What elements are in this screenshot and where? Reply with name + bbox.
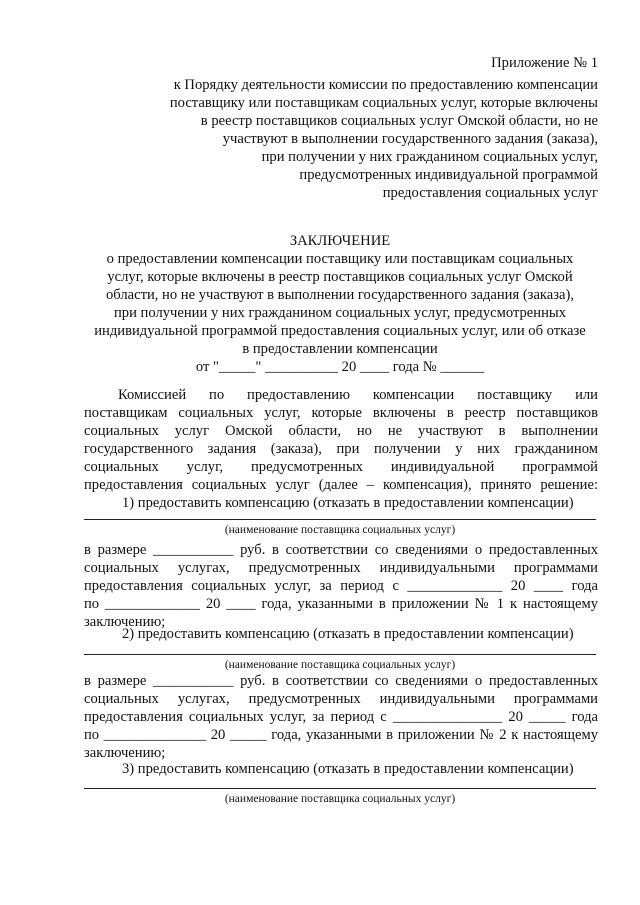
section-line: заключению; bbox=[84, 614, 166, 630]
section-line: социальных услугах, предусмотренных индивидуальными программами bbox=[84, 560, 598, 576]
provider-name-field bbox=[84, 654, 596, 655]
appendix-line: предусмотренных индивидуальной программой bbox=[299, 167, 598, 183]
title-line: области, но не участвуют в выполнении государственного задания (заказа), bbox=[105, 287, 575, 303]
intro-line: поставщикам социальных услуг, которые включены в реестр поставщиков bbox=[84, 405, 598, 421]
date-number-line: от "_____" __________ 20 ____ года № ______ bbox=[195, 359, 485, 375]
appendix-line: предоставления социальных услуг bbox=[382, 185, 598, 201]
section-line: по _____________ 20 ____ года, указанными в приложении № 1 к настоящему bbox=[84, 596, 598, 612]
appendix-line: поставщику или поставщикам социальных услуг, которые включены bbox=[169, 95, 598, 111]
intro-line: социальных услуг Омской области, но не участвуют в выполнении bbox=[84, 423, 598, 439]
field-caption: (наименование поставщика социальных услуг) bbox=[224, 524, 456, 536]
title-line: при получении у них гражданином социальных услуг, предусмотренных bbox=[113, 305, 566, 321]
section-line: в размере ___________ руб. в соответствии со сведениями о предоставленных bbox=[84, 673, 598, 689]
title-line: в предоставлении компенсации bbox=[242, 341, 438, 357]
section-heading: 3) предоставить компенсацию (отказать в предоставлении компенсации) bbox=[122, 761, 574, 777]
appendix-line: в реестр поставщиков социальных услуг Омской области, но не bbox=[200, 113, 598, 129]
appendix-line: при получении у них гражданином социальных услуг, bbox=[261, 149, 598, 165]
intro-line: государственного задания (заказа), при получении у них гражданином bbox=[84, 441, 598, 457]
section-heading: 1) предоставить компенсацию (отказать в предоставлении компенсации) bbox=[122, 495, 574, 511]
section-line: в размере ___________ руб. в соответствии со сведениями о предоставленных bbox=[84, 542, 598, 558]
title-line: о предоставлении компенсации поставщику или поставщикам социальных bbox=[106, 251, 574, 267]
field-caption: (наименование поставщика социальных услуг) bbox=[224, 793, 456, 805]
intro-line: предоставления социальных услуг (далее – компенсация), принято решение: bbox=[84, 477, 598, 493]
provider-name-field bbox=[84, 519, 596, 520]
document-heading: ЗАКЛЮЧЕНИЕ bbox=[289, 233, 391, 249]
title-line: услуг, которые включены в реестр поставщиков социальных услуг Омской bbox=[107, 269, 573, 285]
section-line: социальных услугах, предусмотренных индивидуальными программами bbox=[84, 691, 598, 707]
provider-name-field bbox=[84, 788, 596, 789]
field-caption: (наименование поставщика социальных услуг) bbox=[224, 659, 456, 671]
intro-line: Комиссией по предоставлению компенсации поставщику или bbox=[118, 387, 598, 403]
section-line: предоставления социальных услуг, за период с _______________ 20 _____ года bbox=[84, 709, 598, 725]
section-line: заключению; bbox=[84, 745, 166, 761]
appendix-number: Приложение № 1 bbox=[491, 55, 598, 71]
intro-line: социальных услуг, предусмотренных индивидуальной программой bbox=[84, 459, 598, 475]
section-heading: 2) предоставить компенсацию (отказать в предоставлении компенсации) bbox=[122, 626, 574, 642]
section-line: по ______________ 20 _____ года, указанными в приложении № 2 к настоящему bbox=[84, 727, 598, 743]
appendix-line: участвуют в выполнении государственного задания (заказа), bbox=[222, 131, 598, 147]
appendix-line: к Порядку деятельности комиссии по предоставлению компенсации bbox=[173, 77, 598, 93]
section-line: предоставления социальных услуг, за период с _____________ 20 ____ года bbox=[84, 578, 598, 594]
title-line: индивидуальной программой предоставления социальных услуг, или об отказе bbox=[94, 323, 586, 339]
